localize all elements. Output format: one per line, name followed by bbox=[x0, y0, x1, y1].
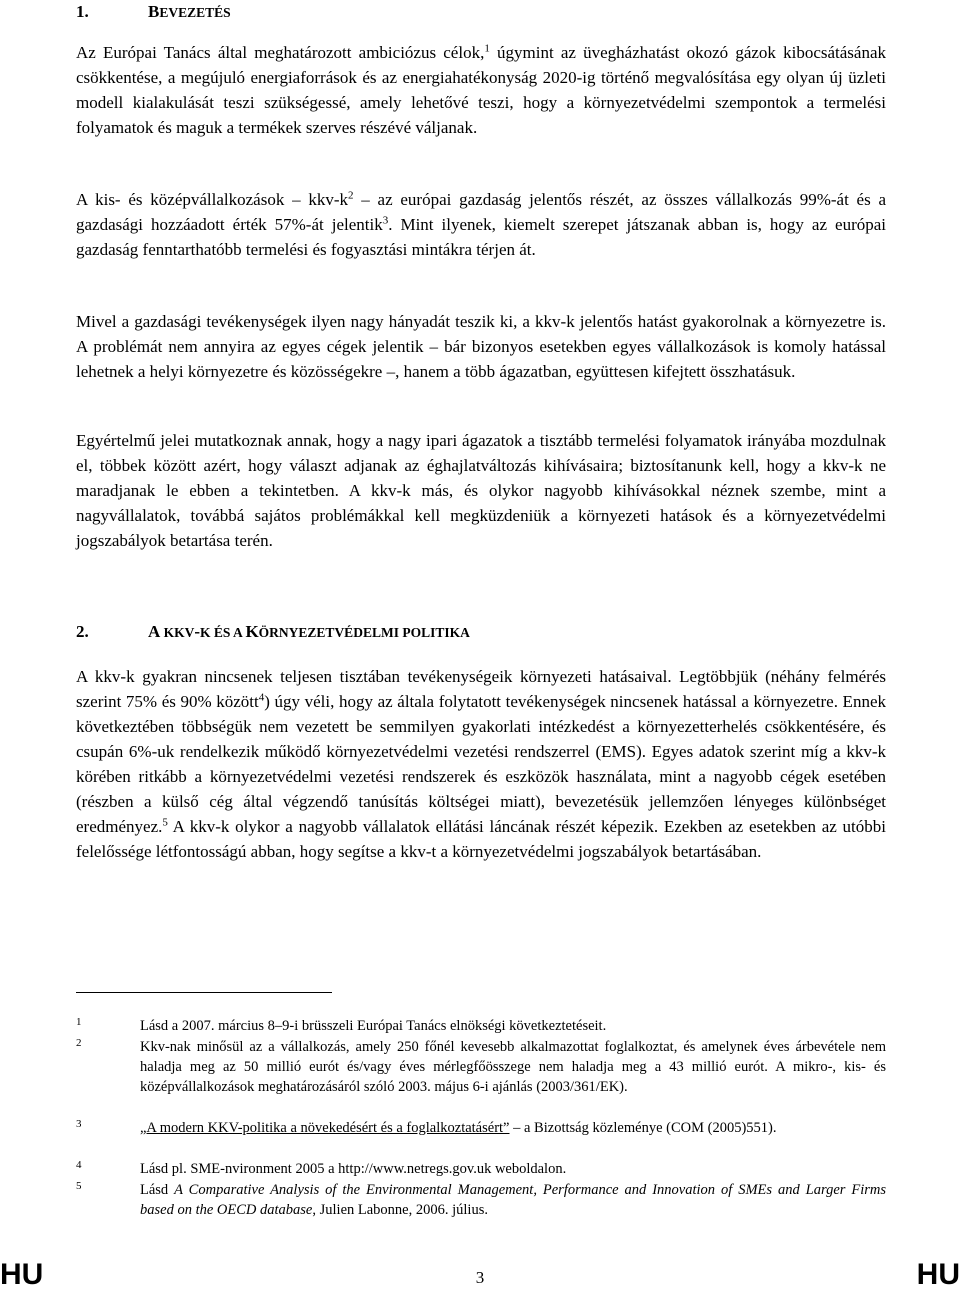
footer-language-left: HU bbox=[0, 1258, 44, 1291]
footnote-text: Lásd a 2007. március 8–9-i brüsszeli Európai Tanács elnökségi következtetéseit. bbox=[140, 1018, 607, 1034]
footnote-5 bbox=[76, 1180, 886, 1220]
paragraph-2: A kis- és középvállalkozások – kkv-$k^2$ – az európai gazdaság jelentős részét, az összes vállalkozás 99%-át és a gazdasági hozzáadott érték 57%-át jelentik$^3$. Mint ilyenek, kiemelt szerepet játszanak abban is, hogy az európai gazdaság fenntarthatóbb termelési és fogyasztási mintákra térjen át. bbox=[76, 189, 887, 259]
footer-language-right: HU bbox=[916, 1258, 960, 1291]
paragraph-5: A kkv-k gyakran nincsenek teljesen tisztában tevékenységeik környezeti hatásaival. Legtöbbjük (néhány felmérés szerint 75% és 90% között$^4$) úgy véli, hogy az általa folytatott tevékenységek nincsenek hatással a környezetre. Ennek következtében többségük nem vezetett be semmilyen gyakorlati intézkedést a környezetterhelés csökkentésére, és csupán 6%-uk rendelkezik működő környezetvédelmi vezetési rendszerrel (EMS). Egyes adatok szerint míg a kkv-k körében ritkább a környezetvédelmi vezetési rendszerek és eszközök használata, mint a nagyobb cégek esetében (részben a külső cég által végzendő tanúsítás költségei miatt), bevezetésük jellemzően lényeges különbséget eredményez.$^5$ A kkv-k olykor a nagyobb vállalatok ellátási láncának részét képezik. Ezekben az esetekben az utóbbi felelőssége létfontosságú abban, hogy segítse a kkv-t a környezetvédelmi jogszabályok betartásában. bbox=[76, 667, 886, 861]
footnote-ref: 3 bbox=[382, 214, 389, 227]
footnote-text: „A modern KKV-politika a növekedésért és a foglalkoztatásért” – a Bizottság közleménye (COM (2005)551). bbox=[140, 1120, 777, 1136]
section-heading-1 bbox=[76, 2, 231, 22]
footnote-1 bbox=[76, 1016, 886, 1036]
footnote-number: 3 bbox=[76, 1118, 82, 1130]
footnote-text: Lásd A Comparative Analysis of the Environmental Management, Performance and Innovation of SMEs and Larger Firms based on the OECD database, Julien Labonne, 2006. július. bbox=[140, 1182, 886, 1218]
footnote-ref: 4 bbox=[258, 691, 265, 704]
footnote-text: Lásd pl. SME-nvironment 2005 a http://www.netregs.gov.uk weboldalon. bbox=[140, 1161, 567, 1177]
section-title-part: B bbox=[148, 2, 160, 21]
footnote-4 bbox=[76, 1159, 886, 1179]
section-number: 1. bbox=[76, 2, 89, 21]
footnote-3 bbox=[76, 1118, 886, 1138]
footnote-ref: 1 bbox=[484, 42, 490, 55]
document-link[interactable]: „A modern KKV-politika a növekedésért és a foglalkoztatásért” bbox=[140, 1120, 510, 1136]
section-title-part: EVEZETÉS bbox=[159, 5, 231, 20]
footnote-ref: 2 bbox=[348, 189, 354, 202]
footnote-number: 5 bbox=[76, 1180, 82, 1192]
page-number: 3 bbox=[475, 1268, 485, 1287]
footnote-separator bbox=[76, 992, 332, 993]
footnote-ref: 5 bbox=[162, 816, 168, 829]
paragraph-3: Mivel a gazdasági tevékenységek ilyen nagy hányadát teszik ki, a kkv-k jelentős hatást gyakorolnak a környezetre is. A problémát nem annyira az egyes cégek jelentik – bár bizonyos esetekben egyes vállalkozások is komoly hatással lehetnek a helyi környezetre és közösségekre –, hanem a több ágazatban, együttesen kifejtett összhatásuk. bbox=[76, 312, 886, 381]
footnote-number: 2 bbox=[76, 1037, 82, 1049]
section-number: 2. bbox=[76, 622, 89, 641]
footnote-2 bbox=[76, 1037, 886, 1097]
footnote-text: Kkv-nak minősül az a vállalkozás, amely 250 főnél kevesebb alkalmazottat foglalkoztat, és amelynek éves árbevétele nem haladja meg az 50 millió eurót és/vagy éves mérlegfőösszege nem haladja meg a 43 millió eurót. A mikro-, kis- és középvállalkozások meghatározásáról szóló 2003. május 6-i ajánlás (2003/361/EK). bbox=[140, 1039, 886, 1095]
footnote-number: 4 bbox=[76, 1159, 82, 1171]
footnote-number: 1 bbox=[76, 1016, 82, 1028]
paragraph-4: Egyértelmű jelei mutatkoznak annak, hogy a nagy ipari ágazatok a tisztább termelési folyamatok irányába mozdulnak el, többek között azért, hogy választ adjanak az éghajlatváltozás kihívásaira; biztosítanunk kell, hogy a kkv-k ne maradjanak le ebben a tekintetben. A kkv-k más, és olykor nagyobb kihívásokkal néznek szembe, mint a nagyvállalatok, továbbá sajátos problémákkal kell megküzdeniük a környezeti hatások és a környezetvédelmi jogszabályok betartása terén. bbox=[76, 431, 886, 550]
section-heading-2: 2. A KKV-K ÉS A KÖRNYEZETVÉDELMI POLITIKA bbox=[76, 622, 470, 641]
paragraph-1: Az Európai Tanács által meghatározott ambiciózus célok,$^1$ úgymint az üvegházhatást okozó gázok kibocsátásának csökkentése, a megújuló energiaforrások és az energiahatékonyság 2020-ig történő megvalósítása egy olyan új üzleti modell kialakulását teszi szükségessé, amely lehetővé teszi, hogy a környezetvédelmi szempontok a termelési folyamatok és maguk a termékek szerves részévé váljanak. bbox=[76, 42, 887, 137]
